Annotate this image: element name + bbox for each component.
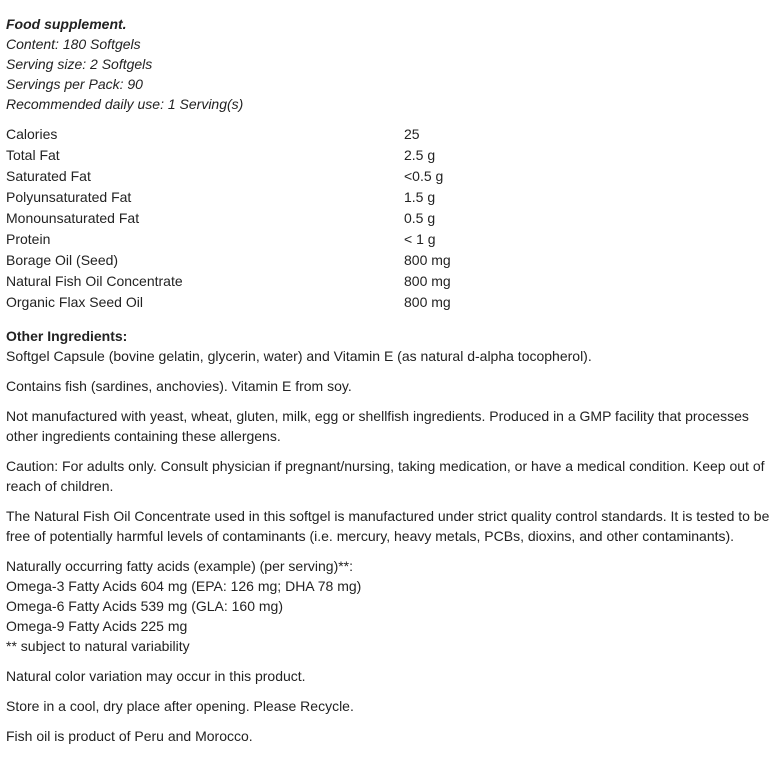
fatty-acids-heading: Naturally occurring fatty acids (example) (per serving)**: [6, 558, 354, 574]
omega-3-line: Omega-3 Fatty Acids 604 mg (EPA: 126 mg; DHA 78 mg) [6, 578, 362, 594]
fact-name: Monounsaturated Fat [6, 210, 140, 226]
caution-note [6, 456, 770, 496]
table-row [6, 229, 604, 250]
product-title: Food supplement. [6, 16, 127, 32]
caution-text-line-2: reach of children. [6, 478, 114, 494]
fact-name: Natural Fish Oil Concentrate [6, 273, 183, 289]
allergen-note [6, 406, 770, 446]
caution-text-line-1: Caution: For adults only. Consult physician if pregnant/nursing, taking medication, or have a medical condition. Keep out of [6, 458, 765, 474]
fact-name: Total Fat [6, 147, 60, 163]
content-line: Content: 180 Softgels [6, 36, 141, 52]
other-ingredients-section [6, 326, 770, 746]
variability-footnote: ** subject to natural variability [6, 638, 190, 654]
contains-note [6, 376, 770, 396]
allergen-text-line-1: Not manufactured with yeast, wheat, gluten, milk, egg or shellfish ingredients. Produced in a GMP facility that processes [6, 408, 749, 424]
capsule-ingredients [6, 346, 770, 366]
fact-value: 800 mg [404, 252, 451, 268]
fact-name: Saturated Fat [6, 168, 91, 184]
capsule-text: Softgel Capsule (bovine gelatin, glycerin, water) and Vitamin E (as natural d-alpha tocopherol). [6, 348, 592, 364]
serving-size-line: Serving size: 2 Softgels [6, 56, 153, 72]
fact-name: Organic Flax Seed Oil [6, 294, 143, 310]
storage-text: Store in a cool, dry place after opening. Please Recycle. [6, 698, 354, 714]
other-ingredients-heading: Other Ingredients: [6, 328, 128, 344]
table-row [6, 208, 604, 229]
omega-9-line: Omega-9 Fatty Acids 225 mg [6, 618, 188, 634]
origin-note [6, 726, 770, 746]
table-row [6, 271, 604, 292]
fact-value: <0.5 g [404, 168, 444, 184]
servings-per-pack-line: Servings per Pack: 90 [6, 76, 143, 92]
quality-text-line-2: free of potentially harmful levels of contaminants (i.e. mercury, heavy metals, PCBs, dioxins, and other contaminants). [6, 528, 735, 544]
fact-value: < 1 g [404, 231, 436, 247]
table-row [6, 187, 604, 208]
fact-value: 0.5 g [404, 210, 436, 226]
table-row [6, 124, 604, 145]
fact-value: 1.5 g [404, 189, 436, 205]
fatty-acids-note [6, 556, 770, 656]
fact-name: Polyunsaturated Fat [6, 189, 132, 205]
product-intro [6, 14, 770, 114]
color-variation-note [6, 666, 770, 686]
table-row [6, 250, 604, 271]
fact-value: 25 [404, 126, 420, 142]
recommended-use-line: Recommended daily use: 1 Serving(s) [6, 96, 244, 112]
contains-text: Contains fish (sardines, anchovies). Vitamin E from soy. [6, 378, 352, 394]
origin-text: Fish oil is product of Peru and Morocco. [6, 728, 253, 744]
quality-text-line-1: The Natural Fish Oil Concentrate used in this softgel is manufactured under strict quality control standards. It is tested to be [6, 508, 770, 524]
table-row [6, 292, 604, 313]
fact-value: 2.5 g [404, 147, 436, 163]
table-row [6, 166, 604, 187]
fact-name: Borage Oil (Seed) [6, 252, 119, 268]
fact-value: 800 mg [404, 294, 451, 310]
omega-6-line: Omega-6 Fatty Acids 539 mg (GLA: 160 mg) [6, 598, 284, 614]
fact-value: 800 mg [404, 273, 451, 289]
table-row [6, 145, 604, 166]
allergen-text-line-2: other ingredients containing these allergens. [6, 428, 281, 444]
storage-note [6, 696, 770, 716]
fact-name: Protein [6, 231, 51, 247]
nutrition-facts-table [6, 124, 604, 313]
color-variation-text: Natural color variation may occur in this product. [6, 668, 306, 684]
quality-note [6, 506, 770, 546]
fact-name: Calories [6, 126, 58, 142]
